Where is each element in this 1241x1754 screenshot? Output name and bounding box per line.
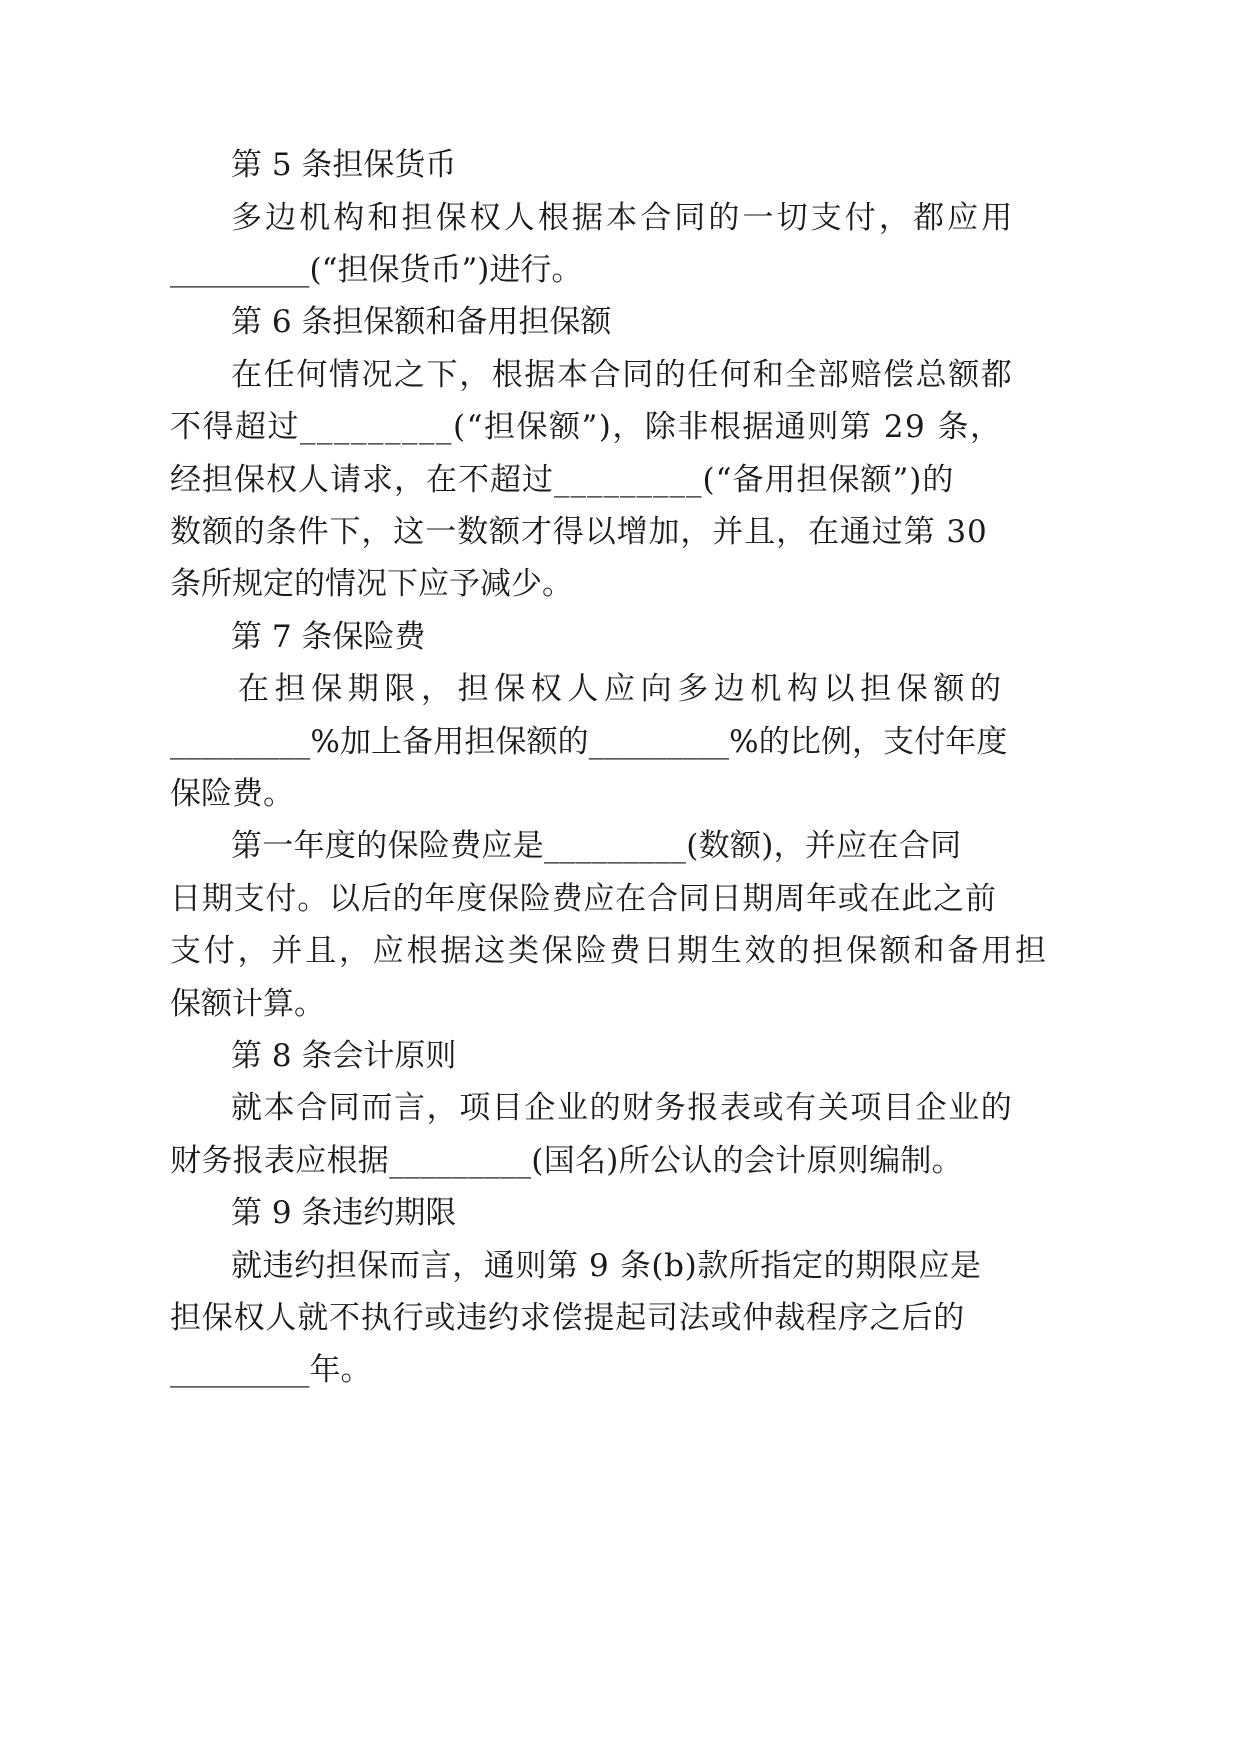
heading-article-7: 第 7 条保险费: [231, 619, 426, 655]
paragraph-line: 经担保权人请求，在不超过_________(“备用担保额”)的: [170, 462, 955, 498]
paragraph-line: 保额计算。: [170, 986, 325, 1022]
heading-article-6: 第 6 条担保额和备用担保额: [231, 304, 612, 340]
paragraph-line: 保险费。: [170, 776, 294, 812]
heading-article-5: 第 5 条担保货币: [231, 147, 457, 183]
paragraph-line: 在任何情况之下，根据本合同的任何和全部赔偿总额都: [231, 357, 1014, 393]
paragraph-line: 支付，并且，应根据这类保险费日期生效的担保额和备用担: [170, 933, 1049, 969]
paragraph-line: 担保权人就不执行或违约求偿提起司法或仲裁程序之后的: [170, 1300, 965, 1336]
paragraph-line: _________%加上备用担保额的_________%的比例，支付年度: [170, 724, 1008, 760]
paragraph-line: 多边机构和担保权人根据本合同的一切支付，都应用: [231, 200, 1016, 236]
paragraph-line: 条所规定的情况下应予减少。: [170, 566, 573, 602]
paragraph-line: 数额的条件下，这一数额才得以增加，并且，在通过第 30: [170, 514, 988, 550]
paragraph-line: 财务报表应根据_________(国名)所公认的会计原则编制。: [170, 1143, 963, 1179]
paragraph-line: 就违约担保而言，通则第 9 条(b)款所指定的期限应是: [231, 1248, 982, 1284]
paragraph-line: 不得超过_________(“担保额”)，除非根据通则第 29 条，: [170, 409, 1003, 445]
heading-article-9: 第 9 条违约期限: [231, 1195, 457, 1231]
paragraph-line: 日期支付。以后的年度保险费应在合同日期周年或在此之前: [170, 881, 997, 917]
heading-article-8: 第 8 条会计原则: [231, 1038, 457, 1074]
paragraph-line: _________年。: [170, 1352, 372, 1388]
paragraph-line: 第一年度的保险费应是_________(数额)，并应在合同: [231, 828, 962, 864]
paragraph-line: 就本合同而言，项目企业的财务报表或有关项目企业的: [231, 1090, 1014, 1126]
paragraph-line: _________(“担保货币”)进行。: [170, 252, 583, 288]
paragraph-line: 在担保期限，担保权人应向多边机构以担保额的: [238, 671, 1007, 707]
